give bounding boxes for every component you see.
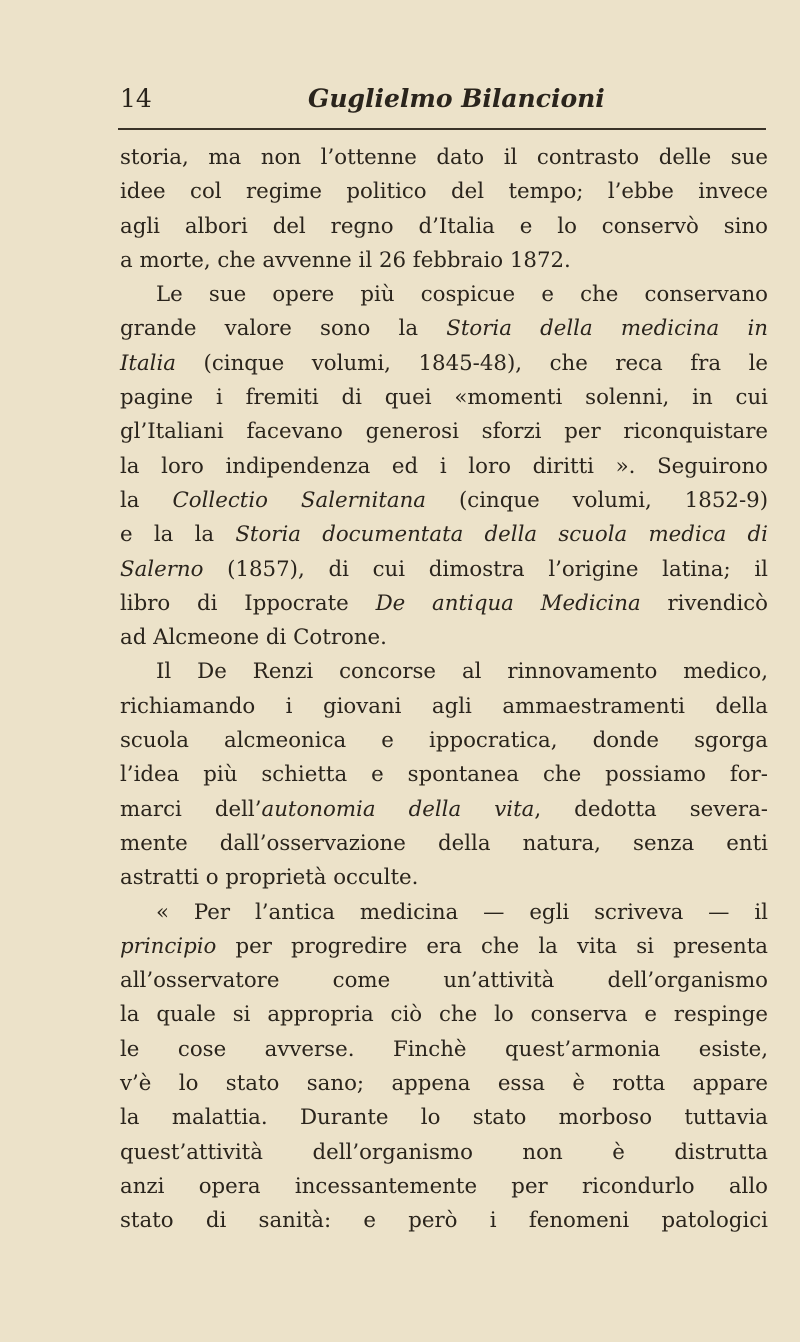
italic-segment: autonomia della vita xyxy=(261,796,535,822)
text-segment: grande valore sono la xyxy=(120,316,447,342)
text-segment: storia, ma non l’ottenne dato il contrasto delle sue xyxy=(120,145,768,170)
text-segment: libro di Ippocrate xyxy=(120,590,376,616)
text-line xyxy=(120,1170,768,1204)
text-line xyxy=(120,278,768,312)
italic-segment: principio xyxy=(120,933,217,959)
running-header xyxy=(118,84,766,120)
text-segment: all’osservatore come un’attività dell’organismo xyxy=(120,968,768,994)
running-head-author: Guglielmo Bilancioni xyxy=(308,84,605,113)
text-line xyxy=(120,381,768,415)
text-line xyxy=(120,1101,768,1135)
text-segment: Le sue opere più cospicue e che conservano xyxy=(156,282,768,308)
text-line xyxy=(120,450,768,484)
text-segment: (cinque volumi, 1845-48), che reca fra le xyxy=(176,350,768,376)
text-segment: quest’attività dell’organismo non è distrutta xyxy=(120,1139,768,1165)
text-line xyxy=(120,690,768,724)
italic-segment: Storia della medicina in xyxy=(446,316,768,342)
text-segment: agli albori del regno d’Italia e lo conservò sino xyxy=(120,213,768,239)
text-line xyxy=(120,655,768,689)
text-line xyxy=(120,484,768,518)
text-line xyxy=(120,998,768,1032)
italic-segment: Salerno xyxy=(120,556,204,582)
text-line xyxy=(120,415,768,449)
header-rule xyxy=(118,128,766,130)
text-segment: pagine i fremiti di quei «momenti solenni, in cui xyxy=(120,385,768,411)
page-number: 14 xyxy=(120,84,152,113)
text-line xyxy=(120,244,768,278)
text-segment: rivendicò xyxy=(640,590,769,616)
text-line xyxy=(120,964,768,998)
text-line xyxy=(120,1033,768,1067)
text-segment: mente dall’osservazione della natura, senza enti xyxy=(120,830,768,856)
text-line xyxy=(120,347,768,381)
text-line xyxy=(120,587,768,621)
text-segment: e la la xyxy=(120,522,236,548)
italic-segment: Italia xyxy=(120,350,176,376)
text-segment: la malattia. Durante lo stato morboso tuttavia xyxy=(120,1105,768,1131)
text-segment: gl’Italiani facevano generosi sforzi per riconquistare xyxy=(120,419,768,445)
text-segment: richiamando i giovani agli ammaestramenti della xyxy=(120,693,768,719)
text-line xyxy=(120,1136,768,1170)
text-segment: la loro indipendenza ed i loro diritti ». Seguirono xyxy=(120,453,768,479)
text-segment: l’idea più schietta e spontanea che possiamo for- xyxy=(120,762,768,788)
text-segment: marci dell’ xyxy=(120,796,262,822)
text-segment: stato di sanità: e però i fenomeni patologici xyxy=(120,1208,768,1234)
text-line xyxy=(120,861,768,895)
italic-segment: Collectio Salernitana xyxy=(172,487,426,513)
text-line xyxy=(120,621,768,655)
text-line xyxy=(120,518,768,552)
text-segment: le cose avverse. Finchè quest’armonia esiste, xyxy=(120,1036,768,1062)
body-text xyxy=(120,141,768,1239)
text-segment: ad Alcmeone di Cotrone. xyxy=(120,625,387,651)
italic-segment: De antiqua Medicina xyxy=(375,590,641,616)
text-line xyxy=(120,210,768,244)
text-segment: la xyxy=(120,487,173,513)
text-segment: astratti o proprietà occulte. xyxy=(120,865,419,891)
italic-segment: Storia documentata della scuola medica di xyxy=(235,522,768,548)
text-line xyxy=(120,312,768,346)
text-line xyxy=(120,896,768,930)
text-segment: « Per l’antica medicina — egli scriveva — il xyxy=(156,899,768,925)
text-segment: Il De Renzi concorse al rinnovamento medico, xyxy=(156,659,768,685)
text-line xyxy=(120,930,768,964)
text-segment: idee col regime politico del tempo; l’ebbe invece xyxy=(120,179,768,205)
text-segment: (cinque volumi, 1852-9) xyxy=(426,487,769,513)
text-segment: a morte, che avvenne il 26 febbraio 1872. xyxy=(120,247,571,273)
text-line xyxy=(120,175,768,209)
text-line xyxy=(120,1067,768,1101)
text-segment: scuola alcmeonica e ippocratica, donde sgorga xyxy=(120,728,768,754)
text-segment: (1857), di cui dimostra l’origine latina; il xyxy=(203,556,768,582)
text-segment: la quale si appropria ciò che lo conserva e respinge xyxy=(120,1002,768,1028)
text-line xyxy=(120,793,768,827)
text-segment: , dedotta severa- xyxy=(534,796,768,822)
text-line xyxy=(120,758,768,792)
text-line xyxy=(120,141,768,175)
text-line xyxy=(120,553,768,587)
text-segment: v’è lo stato sano; appena essa è rotta appare xyxy=(120,1071,768,1097)
text-segment: anzi opera incessantemente per ricondurlo allo xyxy=(120,1173,768,1199)
text-line xyxy=(120,827,768,861)
text-line xyxy=(120,1204,768,1238)
text-segment: per progredire era che la vita si presenta xyxy=(216,933,768,959)
text-line xyxy=(120,724,768,758)
